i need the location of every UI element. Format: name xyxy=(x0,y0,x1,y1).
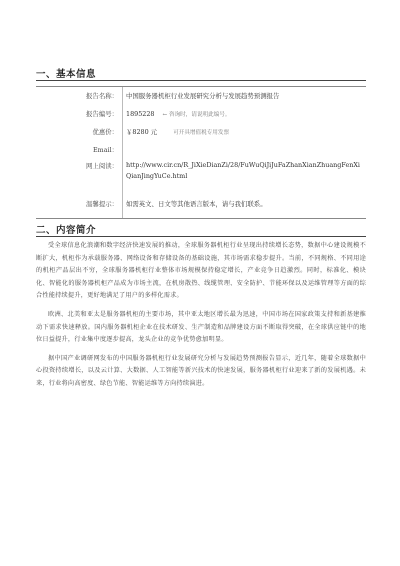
section-divider xyxy=(36,80,366,81)
row-tip xyxy=(36,198,366,218)
basic-info-table xyxy=(36,86,366,219)
report-number-label: 报告编号： xyxy=(86,110,118,118)
price-value: ￥8280 元 xyxy=(126,128,158,136)
row-email xyxy=(36,144,366,160)
email-label: Email： xyxy=(92,146,118,154)
section-title-basic-info: 一、基本信息 xyxy=(36,69,97,80)
section-divider xyxy=(36,236,366,237)
tip-label: 温馨提示： xyxy=(86,200,118,208)
price-note: 可开具增值税专用发票 xyxy=(173,130,230,136)
intro-paragraph: 欧洲、北美和亚太是服务器机柜的主要市场，其中亚太地区增长最为迅速，中国市场在国家政策支持和新基建推动下需求快速释放。国内服务器机柜企业在技术研发、生产制造和品牌建设方面不断取得突破，在全球供应链中的地位日益提升，行业集中度逐步提高，龙头企业的竞争优势愈加明显。 xyxy=(36,310,366,344)
row-online-reading xyxy=(36,160,366,198)
report-name-label: 报告名称： xyxy=(86,92,118,100)
tip-value: 如需英文、日文等其他语言版本，请与我们联系。 xyxy=(126,200,267,208)
intro-paragraph: 受全球信息化浪潮和数字经济快速发展的推动，全球服务器机柜行业呈现出持续增长态势，数据中心建设规模不断扩大，机柜作为承载服务器、网络设备和存储设备的基础设施，其市场需求稳步提升。当前，不同规格、不同用途的机柜产品层出不穷，全球服务器机柜行业整体市场规模保持稳定增长，产业竞争日趋激烈。同时，标准化、模块化、智能化的服务器机柜产品成为市场主流，在机房散热、线缆管理、安全防护、节能环保以及运维管理等方面的综合性能持续提升，更好地满足了用户的多样化需求。 xyxy=(36,242,366,300)
content-intro xyxy=(36,240,366,397)
price-label: 优惠价： xyxy=(92,128,118,136)
report-number-note: ← 咨询时，请说明此编号。 xyxy=(162,112,231,118)
section-title-content-intro: 二、内容简介 xyxy=(36,225,97,236)
report-name-value: 中国服务器机柜行业发展研究分析与发展趋势预测报告 xyxy=(126,92,280,100)
online-reading-label: 网上阅读： xyxy=(86,162,118,170)
row-report-name xyxy=(36,87,366,108)
row-report-number xyxy=(36,108,366,126)
online-reading-link[interactable]: http://www.cir.cn/R_JiXieDianZi/28/FuWuQiJiJuFaZhanXianZhuangFenXiQianJingYuCe.html xyxy=(126,161,360,180)
row-price xyxy=(36,126,366,144)
report-number-value: 1895228 xyxy=(126,110,155,118)
intro-paragraph: 据中国产业调研网发布的中国服务器机柜行业发展研究分析与发展趋势预测报告显示，近几年，随着全球数据中心投资持续增长，以及云计算、大数据、人工智能等新兴技术的快速发展，服务器机柜行业迎来了新的发展机遇。未来，行业将向高密度、绿色节能、智能运维等方向持续演进。 xyxy=(36,354,366,387)
